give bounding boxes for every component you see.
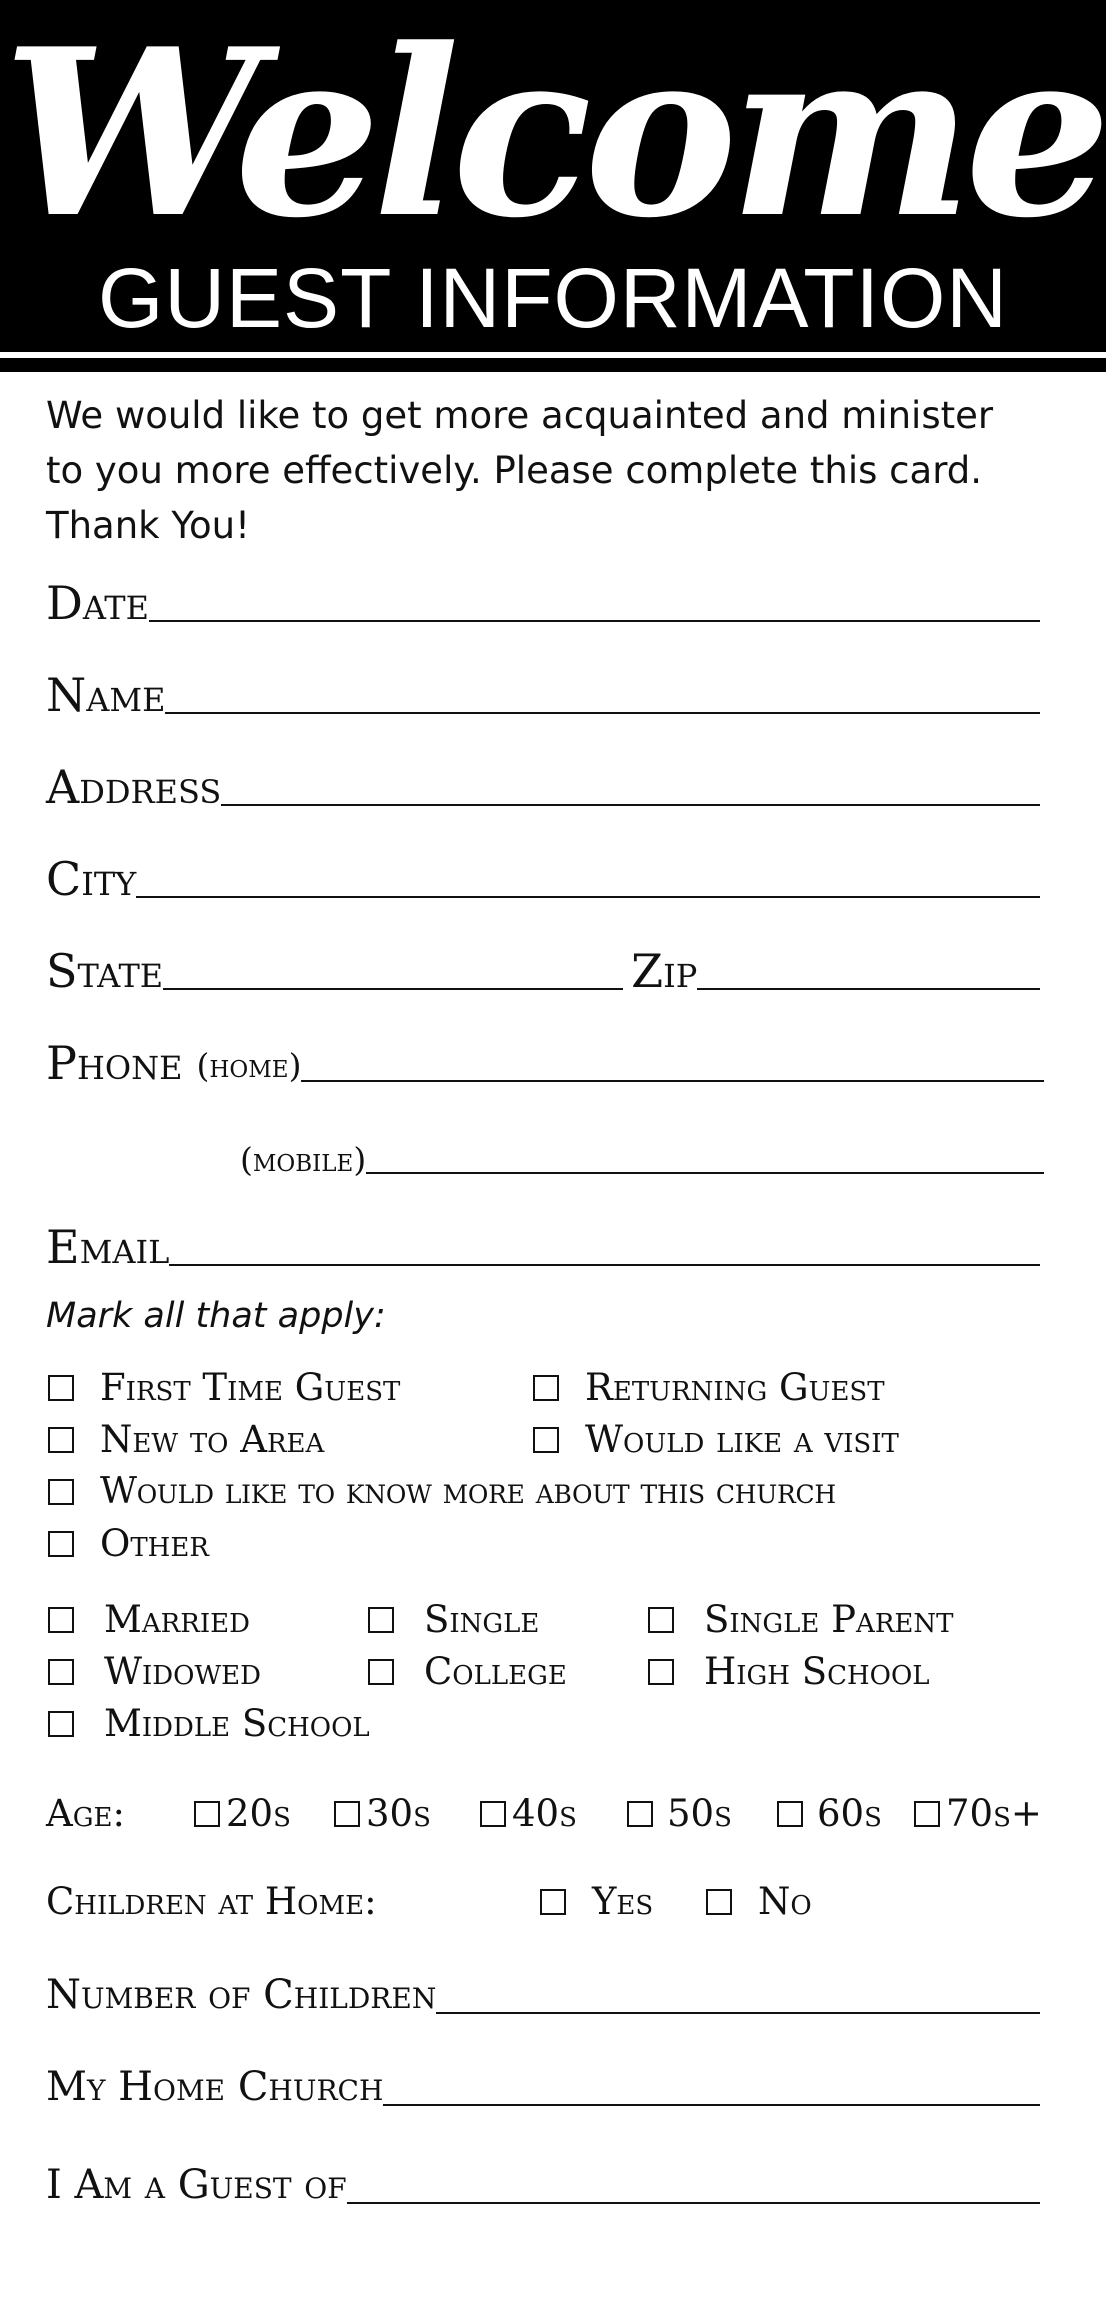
age-option-30s[interactable] (334, 1792, 431, 1836)
checkbox[interactable] (914, 1801, 940, 1827)
age-option-40s[interactable] (480, 1792, 577, 1836)
intro-line: Thank You! (46, 504, 250, 547)
option-label: Returning Guest (585, 1366, 885, 1409)
option-label: High School (704, 1650, 930, 1693)
phone-mobile-input-line[interactable] (366, 1171, 1044, 1174)
checkbox[interactable] (48, 1427, 74, 1453)
email-field (46, 1212, 1040, 1272)
option-label: Single (424, 1598, 540, 1641)
phone-mobile-field (240, 1120, 1044, 1180)
header-banner (0, 0, 1106, 352)
option-label: Middle School (104, 1702, 370, 1745)
option-widowed[interactable] (48, 1650, 261, 1694)
email-input-line[interactable] (169, 1263, 1040, 1266)
home-church-label: My Home Church (46, 2064, 384, 2110)
checkbox[interactable] (48, 1531, 74, 1557)
guest-of-input-line[interactable] (347, 2201, 1040, 2204)
option-college[interactable] (368, 1650, 567, 1694)
address-label: Address (46, 760, 222, 814)
checkbox[interactable] (334, 1801, 360, 1827)
header-divider (0, 358, 1106, 372)
name-label: Name (46, 668, 166, 722)
option-label: Would like a visit (585, 1418, 899, 1461)
option-label: 70s+ (946, 1792, 1042, 1835)
children-option-no[interactable] (706, 1880, 812, 1924)
age-option-60s[interactable] (777, 1792, 882, 1836)
checkbox[interactable] (194, 1801, 220, 1827)
city-field (46, 844, 1040, 904)
age-option-50s[interactable] (627, 1792, 732, 1836)
mark-all-instruction: Mark all that apply: (46, 1296, 386, 1336)
option-would-like-visit[interactable] (533, 1418, 899, 1462)
option-high-school[interactable] (648, 1650, 930, 1694)
address-field (46, 752, 1040, 812)
option-returning-guest[interactable] (533, 1366, 885, 1410)
checkbox[interactable] (368, 1607, 394, 1633)
age-option-20s[interactable] (194, 1792, 291, 1836)
checkbox[interactable] (648, 1607, 674, 1633)
address-input-line[interactable] (221, 803, 1040, 806)
checkbox[interactable] (48, 1659, 74, 1685)
option-know-more[interactable] (48, 1470, 836, 1514)
number-of-children-label: Number of Children (46, 1972, 437, 2018)
option-label: Other (100, 1522, 209, 1565)
children-label-text: Children at Home: (46, 1880, 377, 1923)
option-label: First Time Guest (100, 1366, 401, 1409)
option-single[interactable] (368, 1598, 539, 1642)
checkbox[interactable] (706, 1889, 732, 1915)
checkbox[interactable] (648, 1659, 674, 1685)
age-option-70s-plus[interactable] (914, 1792, 1042, 1836)
number-of-children-input-line[interactable] (436, 2011, 1040, 2014)
checkbox[interactable] (368, 1659, 394, 1685)
phone-home-field (46, 1028, 1044, 1088)
option-middle-school[interactable] (48, 1702, 370, 1746)
city-input-line[interactable] (136, 895, 1040, 898)
city-label: City (46, 852, 137, 906)
phone-label: Phone (46, 1036, 183, 1090)
name-input-line[interactable] (165, 711, 1040, 714)
option-label: No (758, 1880, 812, 1923)
option-label: College (424, 1650, 567, 1693)
date-label: Date (46, 576, 149, 630)
phone-mobile-label: (mobile) (240, 1140, 367, 1179)
option-label: 50s (667, 1792, 732, 1835)
name-field (46, 660, 1040, 720)
option-label: 20s (226, 1792, 291, 1835)
checkbox[interactable] (533, 1375, 559, 1401)
checkbox[interactable] (48, 1607, 74, 1633)
checkbox[interactable] (48, 1375, 74, 1401)
state-input-line[interactable] (163, 987, 623, 990)
intro-line: to you more effectively. Please complete this card. (46, 449, 983, 492)
phone-home-input-line[interactable] (301, 1079, 1044, 1082)
checkbox[interactable] (48, 1711, 74, 1737)
state-label: State (46, 944, 164, 998)
checkbox[interactable] (540, 1889, 566, 1915)
welcome-title: Welcome (2, 0, 1104, 269)
option-other[interactable] (48, 1522, 209, 1566)
email-label: Email (46, 1220, 170, 1274)
checkbox[interactable] (777, 1801, 803, 1827)
guest-information-subtitle: GUEST INFORMATION (98, 251, 1008, 345)
checkbox[interactable] (480, 1801, 506, 1827)
option-label: Yes (592, 1880, 654, 1923)
option-label: Single Parent (704, 1598, 954, 1641)
option-married[interactable] (48, 1598, 250, 1642)
date-input-line[interactable] (149, 619, 1040, 622)
number-of-children-field (46, 1960, 1040, 2020)
option-label: 60s (817, 1792, 882, 1835)
checkbox[interactable] (627, 1801, 653, 1827)
option-label: 40s (512, 1792, 577, 1835)
option-label: Would like to know more about this church (100, 1471, 836, 1512)
home-church-field (46, 2052, 1040, 2112)
children-at-home-label (46, 1880, 377, 1924)
intro-text (46, 388, 1086, 553)
guest-of-field (46, 2150, 1040, 2210)
children-option-yes[interactable] (540, 1880, 653, 1924)
guest-of-label: I Am a Guest of (46, 2162, 347, 2208)
zip-label: Zip (631, 944, 698, 998)
zip-input-line[interactable] (697, 987, 1040, 990)
phone-home-label: (home) (196, 1046, 302, 1085)
option-single-parent[interactable] (648, 1598, 953, 1642)
option-label: Widowed (104, 1650, 262, 1693)
option-label: Married (104, 1598, 250, 1641)
option-first-time-guest[interactable] (48, 1366, 400, 1410)
option-label: New to Area (100, 1418, 325, 1461)
age-label (46, 1792, 125, 1836)
age-label-text: Age: (46, 1792, 125, 1835)
date-field (46, 568, 1040, 628)
state-zip-field (46, 936, 1040, 996)
option-new-to-area[interactable] (48, 1418, 324, 1462)
intro-line: We would like to get more acquainted and minister (46, 394, 994, 437)
home-church-input-line[interactable] (383, 2103, 1040, 2106)
option-label: 30s (366, 1792, 431, 1835)
checkbox[interactable] (533, 1427, 559, 1453)
checkbox[interactable] (48, 1479, 74, 1505)
